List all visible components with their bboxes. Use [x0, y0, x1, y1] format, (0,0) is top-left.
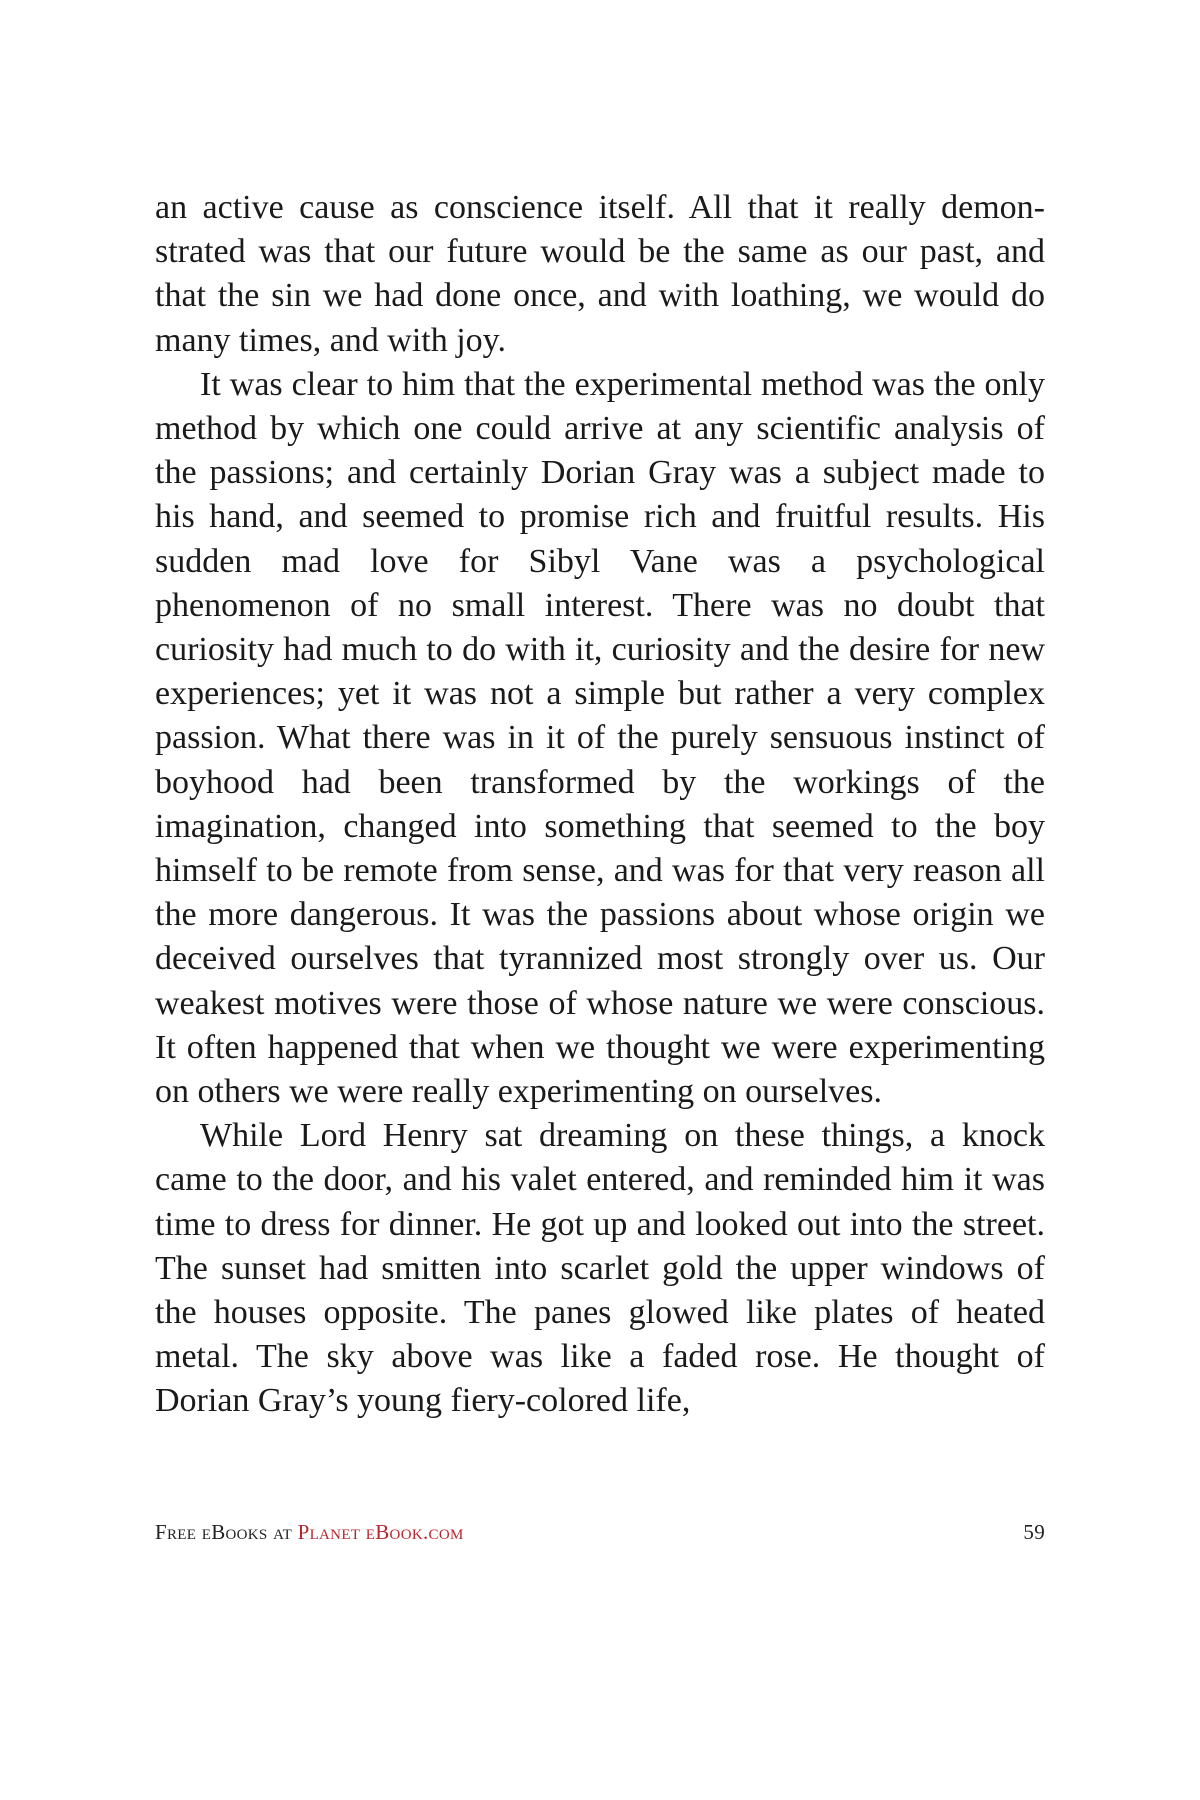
paragraph: It was clear to him that the experimental method was the only method by which one could arrive at any scientific analysis of the passions; and certainly Dorian Gray was a subject made to his hand, and seemed to promise rich and fruitful results. His sudden mad love for Sibyl Vane was a psychological phenomenon of no small interest. There was no doubt that curiosity had much to do with it, curiosity and the desire for new experiences; yet it was not a simple but rather a very complex passion. What there was in it of the purely sensuous instinct of boyhood had been transformed by the workings of the imagination, changed into something that seemed to the boy himself to be remote from sense, and was for that very reason all the more dangerous. It was the passions about whose origin we deceived ourselves that tyrannized most strongly over us. Our weakest motives were those of whose nature we were conscious. It often happened that when we thought we were experimenting on others we were really experimenting on ourselves.: [155, 365, 1045, 1111]
footer-brand-link[interactable]: Planet eBook.com: [297, 1520, 464, 1544]
paragraph: While Lord Henry sat dreaming on these things, a knock came to the door, and his valet entered, and reminded him it was time to dress for dinner. He got up and looked out into the street. The sunset had smitten into scarlet gold the upper windows of the houses opposite. The panes glowed like plates of heated metal. The sky above was like a faded rose. He thought of Dorian Gray’s young fiery-colored life,: [155, 1117, 1045, 1420]
footer-credit: [155, 1520, 464, 1545]
page-body: [155, 186, 1045, 1424]
footer-prefix: Free eBooks at: [155, 1520, 298, 1544]
paragraph: an active cause as conscience itself. All that it really demonstrated was that our future would be the same as our past, and that the sin we had done once, and with loathing, we would do many times, and with joy.: [155, 189, 1045, 359]
page-footer: [155, 1520, 1045, 1554]
page-number: 59: [1023, 1520, 1045, 1544]
